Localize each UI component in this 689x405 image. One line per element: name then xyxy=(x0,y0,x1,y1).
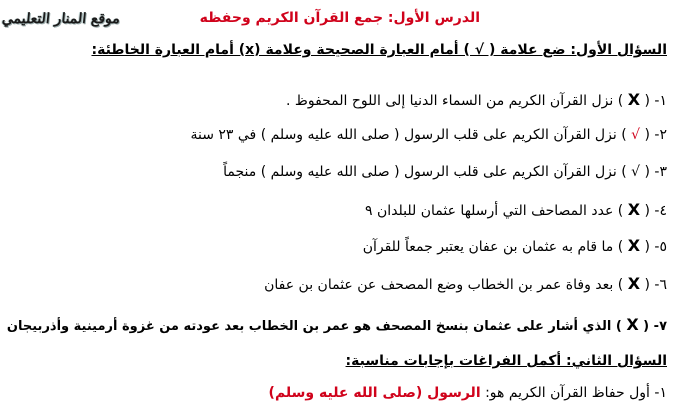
item-text: عدد المصاحف التي أرسلها عثمان للبلدان ٩ xyxy=(365,203,614,219)
q1-item-2 xyxy=(190,126,667,144)
logo-text: موقع المنار التعليمي xyxy=(1,11,121,27)
x-mark: X xyxy=(627,90,641,109)
x-mark: X xyxy=(627,200,641,219)
item-open-paren: ( xyxy=(640,127,650,143)
item-number: ٤- xyxy=(654,203,667,219)
item-number: ٧- xyxy=(653,319,667,334)
q1-item-5 xyxy=(363,237,667,256)
item-number: ٢- xyxy=(654,127,667,143)
item-number: ٥- xyxy=(654,239,667,255)
item-close-paren: ) xyxy=(615,319,627,334)
item-text: نزل القرآن الكريم على قلب الرسول ( صلى الله عليه وسلم ) في ٢٣ سنة xyxy=(190,127,617,143)
question-2-heading: السؤال الثاني: أكمل الفراغات بإجابات مناسبة: xyxy=(345,353,667,369)
item-open-paren: ( xyxy=(640,93,650,109)
x-mark: X xyxy=(627,236,641,255)
item-number: ١- xyxy=(654,385,667,401)
item-answer: الرسول (صلى الله عليه وسلم) xyxy=(268,385,481,401)
site-logo xyxy=(2,2,120,36)
item-open-paren: ( xyxy=(640,203,650,219)
item-text: ما قام به عثمان بن عفان يعتبر جمعاً للقرآن xyxy=(362,239,614,255)
item-text: أول حفاظ القرآن الكريم هو: xyxy=(485,385,650,401)
item-number: ٣- xyxy=(654,164,667,180)
check-mark: √ xyxy=(631,127,641,143)
item-open-paren: ( xyxy=(638,319,650,334)
item-text: نزل القرآن الكريم من السماء الدنيا إلى اللوح المحفوظ . xyxy=(285,93,614,109)
q1-item-7 xyxy=(7,316,667,336)
item-close-paren: ) xyxy=(621,127,632,143)
question-1-heading: السؤال الأول: ضع علامة ( √ ) أمام العبارة الصحيحة وعلامة (x) أمام العبارة الخاطئة: xyxy=(91,42,667,58)
item-open-paren: ( xyxy=(640,164,650,180)
item-number: ١- xyxy=(654,93,667,109)
item-text: نزل القرآن الكريم على قلب الرسول ( صلى الله عليه وسلم ) منجماً xyxy=(223,164,617,180)
item-open-paren: ( xyxy=(640,277,650,293)
x-mark: X xyxy=(627,274,641,293)
q1-item-4 xyxy=(365,201,667,220)
item-close-paren: ) xyxy=(621,164,632,180)
item-close-paren: ) xyxy=(617,239,628,255)
q1-item-1 xyxy=(286,91,667,110)
item-open-paren: ( xyxy=(640,239,650,255)
q2-item-1 xyxy=(269,384,667,402)
item-text: بعد وفاة عمر بن الخطاب وضع المصحف عن عثمان بن عفان xyxy=(264,277,614,293)
check-mark: √ xyxy=(631,164,641,180)
q1-item-3 xyxy=(223,163,667,181)
lesson-title: الدرس الأول: جمع القرآن الكريم وحفظه xyxy=(199,10,480,26)
item-close-paren: ) xyxy=(617,203,628,219)
item-number: ٦- xyxy=(654,277,667,293)
item-close-paren: ) xyxy=(617,277,628,293)
item-close-paren: ) xyxy=(617,93,628,109)
item-text: الذي أشار على عثمان بنسخ المصحف هو عمر بن الخطاب بعد عودته من غزوة أرمينية وأذربيجان xyxy=(6,319,612,334)
q1-item-6 xyxy=(264,275,667,294)
x-mark: X xyxy=(626,315,639,334)
